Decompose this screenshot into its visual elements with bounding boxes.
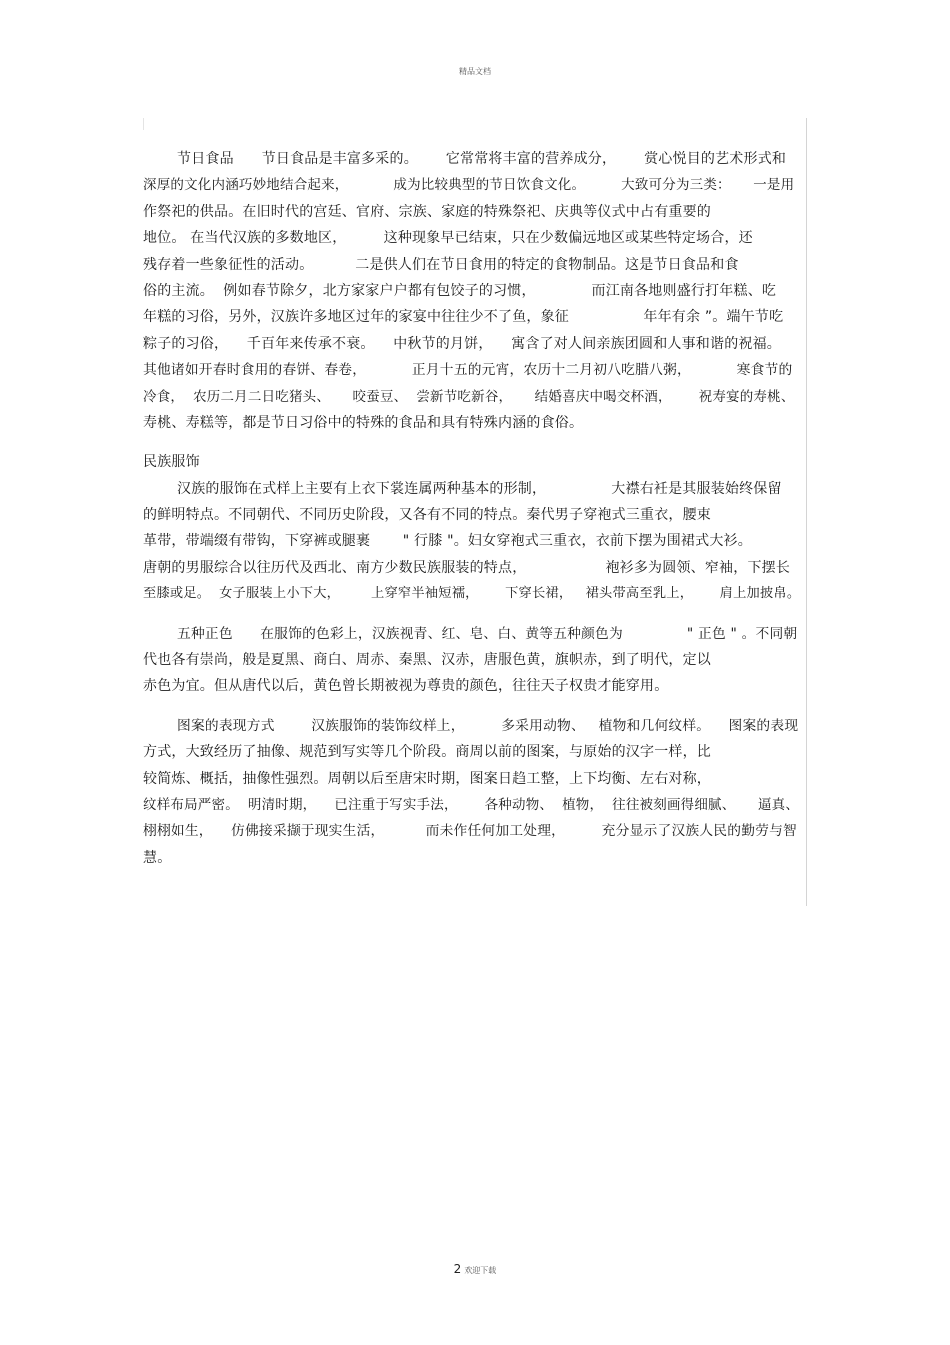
text-line: 冷食， 农历二月二日吃猪头、 咬蚕豆、 尝新节吃新谷， 结婚喜庆中喝交杯酒， 祝寿宴的寿桃、 — [143, 388, 795, 405]
text-line: 革带，带端缀有带钩，下穿裤或腿裹 " 行膝 "。妇女穿袍式三重衣，衣前下摆为围裙式大衫。 — [143, 533, 752, 550]
text-section — [143, 713, 803, 871]
text-line: 五种正色 在服饰的色彩上，汉族视青、红、皂、白、黄等五种颜色为 " 正色 " 。不同朝 — [177, 625, 798, 642]
text-line: 至膝或足。 女子服装上小下大， 上穿窄半袖短襦， 下穿长裙， 裙头带高至乳上， 肩上加披帛。 — [143, 586, 801, 602]
text-line: 较简炼、概括，抽像性强烈。周朝以后至唐宋时期，图案日趋工整，上下均衡、左右对称， — [143, 770, 711, 787]
text-line: 唐朝的男服综合以往历代及西北、南方少数民族服装的特点， 袍衫多为圆领、窄袖，下摆长 — [143, 559, 791, 576]
text-line: 粽子的习俗， 千百年来传承不衰。 中秋节的月饼， 寓含了对人间亲族团圆和人事和谐的祝福。 — [143, 335, 781, 352]
text-line: 年糕的习俗，另外，汉族许多地区过年的家宴中往往少不了鱼，象征 年年有余 ”。端午节吃 — [143, 309, 784, 326]
text-line: 方式，大致经历了抽像、规范到写实等几个阶段。商周以前的图案，与原始的汉字一样，比 — [143, 744, 711, 761]
text-line: 慧。 — [143, 849, 172, 866]
text-line: 纹样布局严密。 明清时期， 已注重于写实手法， 各种动物、 植物， 往往被刻画得细腻、 逼真、 — [143, 796, 800, 813]
text-line: 民族服饰 — [143, 454, 200, 471]
section-gap — [143, 608, 803, 621]
text-line: 代也各有崇尚，般是夏黑、商白、周赤、秦黑、汉赤，唐服色黄，旗帜赤，到了明代，定以 — [143, 652, 711, 669]
right-margin-rule — [806, 118, 807, 906]
page-number: 2 — [453, 1262, 462, 1276]
text-section — [143, 449, 803, 607]
text-section — [143, 621, 803, 700]
text-section — [143, 146, 803, 436]
text-line: 节日食品 节日食品是丰富多采的。 它常常将丰富的营养成分， 赏心悦目的艺术形式和 — [177, 151, 787, 167]
text-line: 栩栩如生， 仿佛接采撷于现实生活， 而未作任何加工处理， 充分显示了汉族人民的勤劳与智 — [143, 823, 797, 840]
section-gap — [143, 700, 803, 713]
document-body — [143, 146, 803, 871]
text-line: 汉族的服饰在式样上主要有上衣下裳连属两种基本的形制， 大襟右衽是其服装始终保留 — [177, 480, 782, 497]
page-footer — [0, 1258, 950, 1277]
text-line: 俗的主流。 例如春节除夕，北方家家户户都有包饺子的习惯， 而江南各地则盛行打年糕、吃 — [143, 282, 777, 299]
text-line: 赤色为宜。但从唐代以后，黄色曾长期被视为尊贵的颜色，往往天子权贵才能穿用。 — [143, 678, 669, 695]
text-line: 作祭祀的供品。在旧时代的宫廷、官府、宗族、家庭的特殊祭祀、庆典等仪式中占有重要的 — [143, 203, 711, 220]
text-line: 寿桃、寿糕等，都是节日习俗中的特殊的食品和具有特殊内涵的食俗。 — [143, 414, 584, 431]
page-header: 精品文档 — [459, 67, 491, 76]
text-line: 地位。 在当代汉族的多数地区， 这种现象早已结束，只在少数偏远地区或某些特定场合，还 — [143, 230, 753, 247]
footer-label: 欢迎下载 — [464, 1266, 497, 1275]
text-line: 的鲜明特点。不同朝代、不同历史阶段，又各有不同的特点。秦代男子穿袍式三重衣，腰束 — [143, 507, 711, 524]
left-margin-rule — [143, 118, 144, 130]
text-line: 残存着一些象征性的活动。 二是供人们在节日食用的特定的食物制品。这是节日食品和食 — [143, 256, 739, 273]
text-line: 深厚的文化内涵巧妙地结合起来， 成为比较典型的节日饮食文化。 大致可分为三类： 一是用 — [143, 177, 795, 194]
text-line: 图案的表现方式 汉族服饰的装饰纹样上， 多采用动物、 植物和几何纹样。 图案的表现 — [177, 717, 799, 734]
section-gap — [143, 436, 803, 449]
text-line: 其他诸如开春时食用的春饼、春卷， 正月十五的元宵，农历十二月初八吃腊八粥， 寒食节的 — [143, 362, 793, 379]
